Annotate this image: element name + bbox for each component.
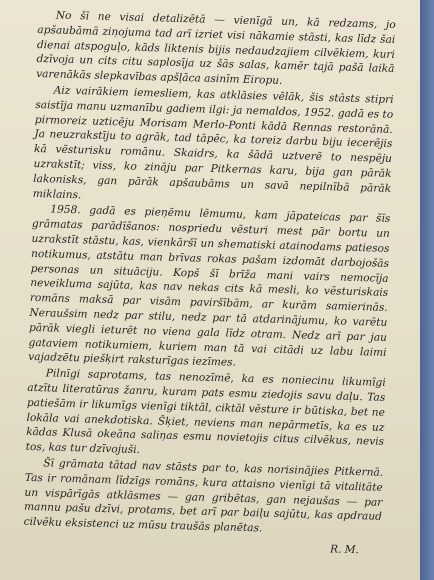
paragraph-2: Aiz vairākiem iemesliem, kas atklāsies vēlāk, šis stāsts stipri saistīja manu uzmanību gadiem ilgi: ja nemaldos, 1952. gadā es to pirmoreiz uzticēju Morisam Merlo-Ponti kādā Rennas restorānā. Ja neuzrakstīju to agrāk, tad tāpēc, ka toreiz darbu biju iecerējis kā vēsturisku romānu. Skaidrs, ka šādā uztverē to nespēju uzrakstīt; viss, ko zināju par Pitkernas karu, bija gan pārāk lakonisks, gan pārāk apšaubāms un savā nepilnībā pārāk miklains. bbox=[32, 84, 394, 201]
page-text bbox=[23, 8, 396, 558]
paragraph-3: 1958. gadā es pieņēmu lēmumu, kam jāpateicas par šīs grāmatas parādīšanos: nospriedu vēsturi mest pār bortu un uzrakstīt stāstu, kas, vienkāršī un shematiski atainodams patiesos notikumus, atstātu man brīvas rokas pašam izdomāt darbojošās personas un situāciju. Kopš šī brīža mani vairs nemocīja neveikluma sajūta, kas nav nekas cits kā mesli, ko vēsturiskais romāns maksā par visām paviršībām, ar kurām samierinās. Neraušsim nedz par stilu, nedz par tā atdarinājumu, ko varētu pārāk viegli ieturēt no viena gala līdz otram. Nedz arī par jau gataviem notikumiem, kuriem man tā vai citādi uz labu laimi vajadzētu piešķirt raksturīgas iezīmes. bbox=[28, 203, 391, 369]
book-cover-edge bbox=[420, 0, 434, 580]
author-signature: R. M. bbox=[329, 543, 360, 557]
paragraph-1: No šī ne visai detalizētā — vienīgā un, kā redzams, jo apšaubāmā ziņojuma tad arī izriet visi nākamie stāsti, kas līdz šai dienai atspoguļo, kāds liktenis bijis nedaudzajiem cilvēkiem, kuri dzīvoja un cits citu saplosīja uz šās salas, kamēr tajā pašā laikā varenākās slepkavības apšļāca asinīm Eiropu. bbox=[35, 9, 396, 88]
paragraph-4: Pilnīgi saprotams, tas nenozīmē, ka es noniecinu likumīgi atzītu literatūras žanru, kuram pats esmu ziedojis savu daļu. Tas patiešām ir likumīgs vienīgi tiktāl, ciktāl vēsture ir būtiska, bet ne lokāla vai anekdotiska. Šķiet, neviens man nepārmetīs, ka es uz kādas Klusā okeāna saliņas esmu novietojis citus cilvēkus, nevis tos, kas tur dzīvojuši. bbox=[25, 367, 386, 457]
paragraph-5: Šī grāmata tātad nav stāsts par to, kas norisinājies Pitkernā. Tas ir romānam līdzīgs romāns, kura attaisno vienīgi tā vitalitāte un vispārīgās atklāsmes — gan gribētas, gan nejaušas — par mannu pašu dzīvi, protams, bet arī par baiļu sajūtu, kas apdraud cilvēku eksistenci uz mūsu traušās planētas. bbox=[23, 457, 384, 535]
